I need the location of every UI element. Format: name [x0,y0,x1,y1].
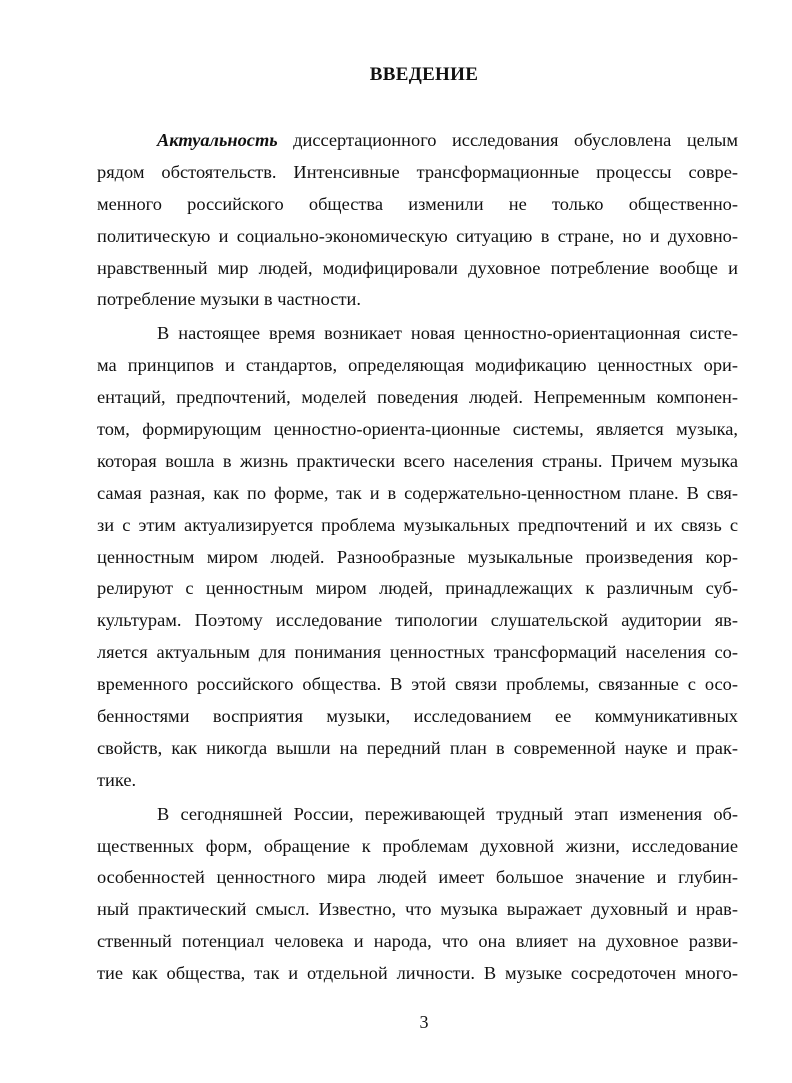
paragraph-line [97,125,738,157]
paragraph-line: щественных форм, обращение к проблемам духовной жизни, исследование [97,835,738,856]
document-body [97,125,738,990]
paragraph-line: В сегодняшней России, переживающей трудный этап изменения об- [157,803,738,824]
paragraph-line: ценностным миром людей. Разнообразные музыкальные произведения кор- [97,546,738,567]
paragraph-line: бенностями восприятия музыки, исследованием ее коммуникативных [97,706,738,727]
page-title: ВВЕДЕНИЕ [369,64,479,85]
page-number: 3 [419,1012,429,1032]
paragraph-line: ный практический смысл. Известно, что музыка выражает духовный и нрав- [97,899,738,920]
paragraph-line: свойств, как никогда вышли на передний план в современной науке и прак- [97,737,738,758]
paragraph-line: менного российского общества изменили не только общественно- [97,193,738,214]
paragraph-line: культурам. Поэтому исследование типологии слушательской аудитории яв- [97,610,738,631]
paragraph-line: том, формирующим ценностно-ориента-ционные системы, является музыка, [97,419,738,440]
paragraph-line: нравственный мир людей, модифицировали духовное потребление вообще и [97,257,738,278]
paragraph-line: В настоящее время возникает новая ценностно-ориентационная систе- [157,323,738,344]
paragraph-line: зи с этим актуализируется проблема музыкальных предпочтений и их связь с [97,514,738,535]
paragraph-line: временного российского общества. В этой связи проблемы, связанные с осо- [97,674,738,695]
paragraph-line: тие как общества, так и отдельной личности. В музыке сосредоточен много- [97,963,738,984]
paragraph-line: ляется актуальным для понимания ценностных трансформаций населения со- [97,642,738,663]
paragraph-line: релируют с ценностным миром людей, принадлежащих к различным суб- [97,578,738,599]
paragraph-line: ма принципов и стандартов, определяющая модификацию ценностных ори- [97,355,738,376]
paragraph-line: особенностей ценностного мира людей имеет большое значение и глубин- [97,867,738,888]
paragraph-line: которая вошла в жизнь практически всего населения страны. Причем музыка [97,450,738,471]
paragraph-line: потребление музыки в частности. [97,289,361,310]
paragraph-lead-term: Актуальность [157,130,278,150]
paragraph-line: тике. [97,769,137,790]
paragraph-line: ентаций, предпочтений, моделей поведения людей. Непременным компонен- [97,387,738,408]
paragraph-line: ственный потенциал человека и народа, что она влияет на духовное разви- [97,931,738,952]
paragraph-line-text: диссертационного исследования обусловлена целым [277,130,738,150]
paragraph [97,125,738,316]
paragraph [97,799,738,990]
paragraph-line: рядом обстоятельств. Интенсивные трансформационные процессы совре- [97,161,738,182]
paragraph [97,318,738,796]
paragraph-line: самая разная, как по форме, так и в содержательно-ценностном плане. В свя- [97,482,738,503]
paragraph-line: политическую и социально-экономическую ситуацию в стране, но и духовно- [97,225,738,246]
